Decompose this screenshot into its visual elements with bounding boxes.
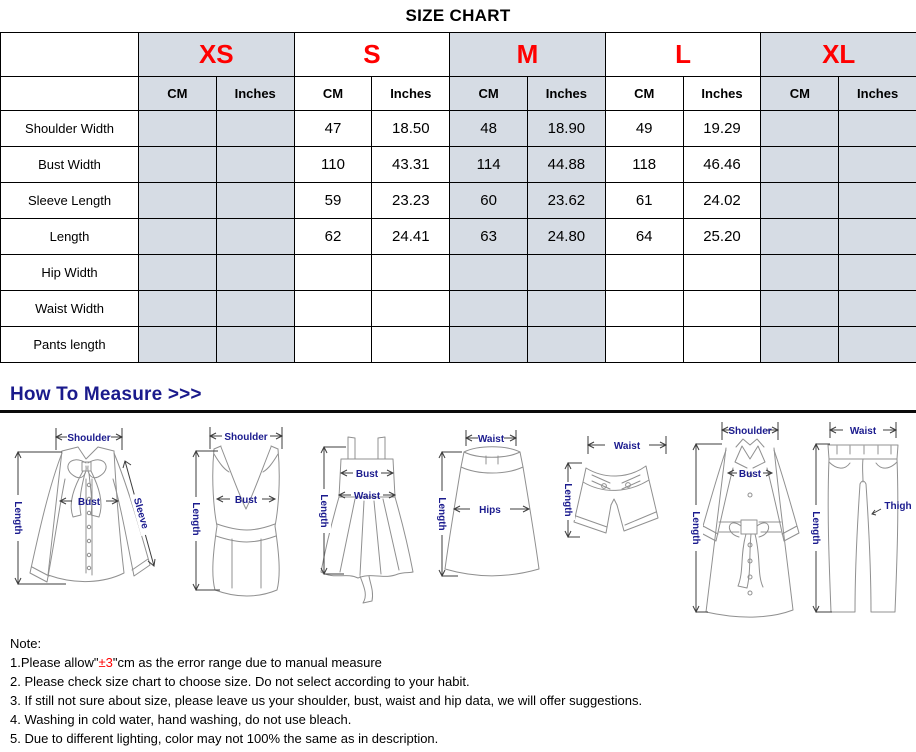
size-cell: [839, 327, 916, 363]
pants-diagram: [804, 419, 916, 623]
size-cell: [294, 255, 372, 291]
table-row-bust-width: [1, 147, 916, 183]
size-cell: [761, 183, 839, 219]
size-cell: [216, 291, 294, 327]
row-label: Bust Width: [1, 147, 139, 183]
size-cell: 24.80: [527, 219, 605, 255]
size-cell: [527, 291, 605, 327]
measure-label-length: Length: [12, 501, 23, 535]
unit-header: Inches: [839, 77, 916, 111]
size-cell: [450, 291, 528, 327]
size-cell: [605, 291, 683, 327]
measure-label-length: Length: [436, 497, 447, 531]
unit-header: Inches: [683, 77, 761, 111]
table-row-waist-width: [1, 291, 916, 327]
measure-label-hips: Hips: [479, 505, 501, 516]
note-item-4: 4. Washing in cold water, hand washing, do not use bleach.: [10, 712, 352, 727]
size-cell: [761, 111, 839, 147]
measure-label-shoulder: Shoulder: [224, 432, 268, 443]
table-row-shoulder-width: [1, 111, 916, 147]
unit-header: CM: [294, 77, 372, 111]
corner-cell: [1, 33, 139, 77]
size-cell: [605, 255, 683, 291]
size-header-l: L: [605, 33, 761, 77]
size-cell: [139, 255, 217, 291]
size-cell: [139, 183, 217, 219]
size-cell: [839, 147, 916, 183]
size-header-xs: XS: [139, 33, 295, 77]
size-cell: [216, 183, 294, 219]
measure-label-bust: Bust: [234, 495, 258, 506]
measure-label-waist: Waist: [477, 434, 505, 445]
measure-label-length: Length: [190, 502, 201, 536]
size-cell: [372, 255, 450, 291]
size-cell: [216, 147, 294, 183]
row-label: Pants length: [1, 327, 139, 363]
note-item-5: 5. Due to different lighting, color may not 100% the same as in description.: [10, 731, 439, 746]
corner-cell: [1, 77, 139, 111]
measure-label-waist: Waist: [849, 426, 877, 437]
size-cell: [139, 147, 217, 183]
unit-header: Inches: [216, 77, 294, 111]
size-cell: 44.88: [527, 147, 605, 183]
measure-label-thigh: Thigh: [884, 501, 912, 512]
size-cell: 118: [605, 147, 683, 183]
size-cell: [216, 111, 294, 147]
size-cell: 25.20: [683, 219, 761, 255]
size-cell: 61: [605, 183, 683, 219]
size-cell: 24.02: [683, 183, 761, 219]
measure-label-shoulder: Shoulder: [67, 433, 111, 444]
size-cell: 59: [294, 183, 372, 219]
size-cell: [839, 219, 916, 255]
notes-heading: Note:: [10, 636, 42, 651]
size-cell: 47: [294, 111, 372, 147]
size-cell: 62: [294, 219, 372, 255]
size-cell: 60: [450, 183, 528, 219]
size-cell: [294, 291, 372, 327]
size-cell: [761, 255, 839, 291]
size-cell: [839, 111, 916, 147]
size-cell: [450, 255, 528, 291]
measure-label-length: Length: [562, 483, 573, 517]
table-row-length: [1, 219, 916, 255]
row-label: Length: [1, 219, 139, 255]
size-chart-table: [0, 32, 916, 363]
measure-label-length: Length: [810, 511, 821, 545]
how-to-measure-heading: How To Measure >>>: [10, 384, 202, 405]
size-cell: 19.29: [683, 111, 761, 147]
size-cell: 114: [450, 147, 528, 183]
size-cell: [139, 327, 217, 363]
size-cell: [683, 255, 761, 291]
size-cell: 46.46: [683, 147, 761, 183]
note-item-2: 2. Please check size chart to choose size. Do not select according to your habit.: [10, 674, 470, 689]
units-header-row: [1, 77, 916, 111]
sizes-header-row: [1, 33, 916, 77]
measure-label-bust: Bust: [355, 469, 379, 480]
size-header-m: M: [450, 33, 606, 77]
measure-label-waist: Waist: [353, 491, 381, 502]
notes-section: [10, 634, 916, 748]
measure-label-bust: Bust: [77, 497, 101, 508]
row-label: Sleeve Length: [1, 183, 139, 219]
page-title: SIZE CHART: [405, 6, 511, 25]
measure-label-bust: Bust: [738, 469, 762, 480]
size-cell: [139, 291, 217, 327]
measure-label-sleeve: Sleeve: [130, 496, 151, 531]
size-cell: [839, 291, 916, 327]
size-cell: [527, 327, 605, 363]
unit-header: CM: [605, 77, 683, 111]
size-cell: [761, 291, 839, 327]
table-row-hip-width: [1, 255, 916, 291]
size-header-xl: XL: [761, 33, 916, 77]
size-cell: [216, 327, 294, 363]
size-cell: [761, 327, 839, 363]
measure-label-shoulder: Shoulder: [728, 426, 772, 437]
size-cell: [450, 327, 528, 363]
size-cell: [605, 327, 683, 363]
measure-label-length: Length: [318, 494, 329, 528]
size-cell: 63: [450, 219, 528, 255]
measure-label-length: Length: [690, 511, 701, 545]
size-cell: [839, 183, 916, 219]
size-cell: 43.31: [372, 147, 450, 183]
dress-diagram: [308, 425, 424, 617]
unit-header: Inches: [527, 77, 605, 111]
table-row-sleeve-length: [1, 183, 916, 219]
size-cell: 64: [605, 219, 683, 255]
unit-header: Inches: [372, 77, 450, 111]
size-cell: [683, 291, 761, 327]
size-cell: [683, 327, 761, 363]
unit-header: CM: [139, 77, 217, 111]
size-header-s: S: [294, 33, 450, 77]
measure-label-waist: Waist: [613, 441, 641, 452]
note-item-1: [10, 653, 916, 672]
size-cell: [294, 327, 372, 363]
size-cell: [372, 327, 450, 363]
size-cell: [761, 219, 839, 255]
size-cell: 18.90: [527, 111, 605, 147]
row-label: Waist Width: [1, 291, 139, 327]
shorts-diagram: [548, 427, 678, 619]
tank-top-diagram: [180, 423, 312, 615]
size-cell: 49: [605, 111, 683, 147]
size-cell: [139, 219, 217, 255]
note1-highlight: ±3: [98, 655, 113, 670]
size-cell: 23.62: [527, 183, 605, 219]
table-row-pants-length: [1, 327, 916, 363]
size-cell: [216, 219, 294, 255]
row-label: Shoulder Width: [1, 111, 139, 147]
note1-prefix: 1.Please allow": [10, 655, 99, 670]
coat-diagram: [678, 419, 818, 623]
divider-line: [0, 410, 916, 413]
unit-header: CM: [761, 77, 839, 111]
size-cell: [216, 255, 294, 291]
row-label: Hip Width: [1, 255, 139, 291]
skirt-diagram: [428, 425, 546, 617]
size-cell: 48: [450, 111, 528, 147]
measurement-diagrams: [0, 415, 916, 627]
size-cell: [139, 111, 217, 147]
size-cell: [761, 147, 839, 183]
note-item-3: 3. If still not sure about size, please leave us your shoulder, bust, waist and hip data, we will offer suggestions.: [10, 693, 643, 708]
size-cell: [839, 255, 916, 291]
size-cell: 110: [294, 147, 372, 183]
size-cell: 18.50: [372, 111, 450, 147]
note1-suffix: "cm as the error range due to manual measure: [112, 655, 382, 670]
size-cell: 23.23: [372, 183, 450, 219]
blouse-diagram: [4, 423, 176, 615]
size-cell: 24.41: [372, 219, 450, 255]
unit-header: CM: [450, 77, 528, 111]
size-cell: [527, 255, 605, 291]
size-cell: [372, 291, 450, 327]
